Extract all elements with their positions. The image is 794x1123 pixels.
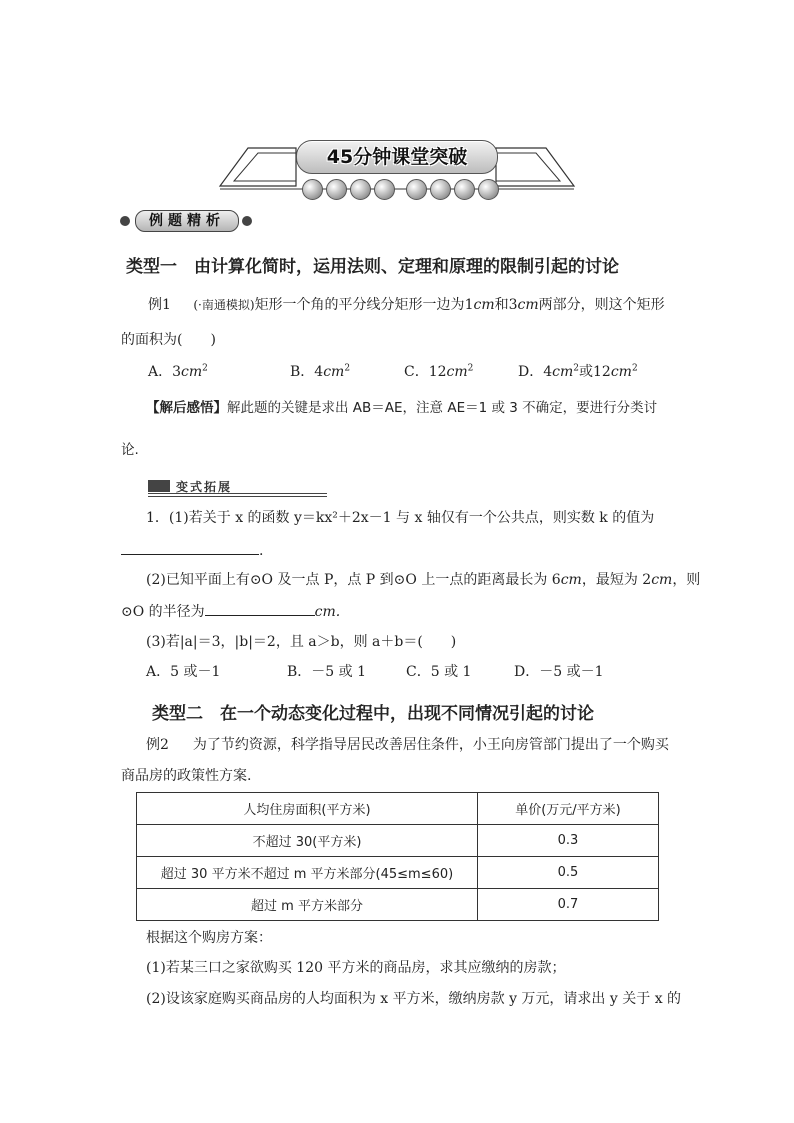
example1-text-a: 矩形一个角的平分线分矩形一边为 xyxy=(254,297,465,313)
q1-part1-end: . xyxy=(259,543,264,559)
variant-bar-block xyxy=(148,480,170,492)
q1-part2-text-b: ，最短为 2 xyxy=(581,572,652,588)
q1-option-d: D．－5 或－1 xyxy=(514,664,604,680)
example1-option-d xyxy=(518,362,638,382)
insight-label: 【解后感悟】 xyxy=(146,400,227,416)
price-table xyxy=(136,792,659,921)
example1-source: (·南通模拟) xyxy=(193,298,255,312)
option-value: 4 xyxy=(314,364,324,380)
type2-heading: 类型二 在一个动态变化过程中，出现不同情况引起的讨论 xyxy=(152,704,594,724)
tag-dot-right xyxy=(242,216,252,226)
q1-part3: (3)若|a|＝3，|b|＝2，且 a＞b，则 a＋b＝( ) xyxy=(146,634,457,650)
bead xyxy=(302,179,323,200)
option-extra: 或12 xyxy=(579,364,611,380)
option-letter: C． xyxy=(404,364,429,380)
example1-v2: 3 xyxy=(508,297,518,313)
table-cell: 0.3 xyxy=(478,825,659,857)
table-row xyxy=(137,857,659,889)
q1-part2-unit: cm xyxy=(560,572,582,588)
q1-part1-line2 xyxy=(121,540,263,561)
q1-option-a: A．5 或－1 xyxy=(146,664,221,680)
example2-label: 例2 xyxy=(146,737,169,753)
option-unit: cm xyxy=(446,364,468,380)
q1-part2-line1 xyxy=(146,570,700,590)
option-letter: B． xyxy=(290,364,315,380)
after-table-q1: (1)若某三口之家欲购买 120 平方米的商品房，求其应缴纳的房款； xyxy=(146,960,566,976)
option-exp: 2 xyxy=(202,363,208,374)
option-unit: cm xyxy=(323,364,345,380)
answer-blank[interactable] xyxy=(121,540,259,555)
tag-dot-left xyxy=(120,216,130,226)
table-header-row xyxy=(137,793,659,825)
variant-bar xyxy=(148,479,327,495)
example1-option-b xyxy=(290,362,350,382)
table-header: 人均住房面积(平方米) xyxy=(137,793,478,825)
option-exp: 2 xyxy=(467,363,474,374)
example1-mid: 和 xyxy=(494,297,509,313)
option-value: 3 xyxy=(172,364,182,380)
q1-option-c: C．5 或 1 xyxy=(406,664,472,680)
variant-bar-line xyxy=(148,496,327,497)
bead xyxy=(430,179,451,200)
example1-unit2: cm xyxy=(517,297,539,313)
option-exp: 2 xyxy=(631,363,638,374)
table-cell: 超过 m 平方米部分 xyxy=(137,889,478,921)
q1-option-b: B．－5 或 1 xyxy=(287,664,367,680)
example2-line2: 商品房的政策性方案. xyxy=(121,768,252,784)
banner-frame xyxy=(0,0,794,240)
option-letter: A． xyxy=(148,364,173,380)
after-table-intro: 根据这个购房方案： xyxy=(146,930,272,946)
option-exp: 2 xyxy=(344,363,351,374)
variant-label: 变式拓展 xyxy=(176,480,233,494)
example1-label: 例1 xyxy=(148,297,171,313)
option-unit: cm xyxy=(181,364,203,380)
table-row xyxy=(137,825,659,857)
section-tag-label: 例题精析 xyxy=(135,210,239,232)
example1-unit1: cm xyxy=(473,297,495,313)
bead xyxy=(374,179,395,200)
bead xyxy=(478,179,499,200)
option-value: 4 xyxy=(543,364,553,380)
example2-text: 为了节约资源，科学指导居民改善居住条件，小王向房管部门提出了一个购买 xyxy=(192,737,669,753)
q1-part2-unit: cm xyxy=(651,572,673,588)
bead xyxy=(326,179,347,200)
q1-part2-line2 xyxy=(121,601,340,622)
section-tag xyxy=(118,210,254,232)
after-table-q2: (2)设该家庭购买商品房的人均面积为 x 平方米，缴纳房款 y 万元，请求出 y 关于 x 的 xyxy=(146,991,682,1007)
banner-title: 45分钟课堂突破 xyxy=(296,140,498,174)
insight-line2: 论. xyxy=(121,442,139,458)
q1-part1-line1: 1．(1)若关于 x 的函数 y＝kx²＋2x－1 与 x 轴仅有一个公共点，则实数 k 的值为 xyxy=(146,510,655,526)
table-cell: 0.7 xyxy=(478,889,659,921)
q1-part2-line2-text: ⊙O 的半径为 xyxy=(121,604,205,620)
example1-option-c xyxy=(404,362,473,382)
example1-v1: 1 xyxy=(464,297,474,313)
q1-part2-text-c: ，则 xyxy=(672,572,701,588)
q1-part2-unit-end: cm. xyxy=(314,604,341,620)
table-cell: 不超过 30(平方米) xyxy=(137,825,478,857)
insight-text: 解此题的关键是求出 AB＝AE，注意 AE＝1 或 3 不确定，要进行分类讨 xyxy=(227,400,658,416)
option-unit: cm xyxy=(610,364,632,380)
option-unit: cm xyxy=(552,364,574,380)
example1-line1 xyxy=(148,295,665,315)
bead xyxy=(454,179,475,200)
variant-bar-line xyxy=(148,493,327,494)
example1-text-b: 两部分，则这个矩形 xyxy=(538,297,665,313)
bead xyxy=(350,179,371,200)
q1-part2-text-a: (2)已知平面上有⊙O 及一点 P，点 P 到⊙O 上一点的距离最长为 6 xyxy=(146,572,561,588)
example2-line1 xyxy=(146,735,669,755)
table-cell: 超过 30 平方米不超过 m 平方米部分(45≤m≤60) xyxy=(137,857,478,889)
option-letter: D． xyxy=(518,364,544,380)
table-header: 单价(万元/平方米) xyxy=(478,793,659,825)
option-exp: 2 xyxy=(573,363,580,374)
answer-blank[interactable] xyxy=(205,601,315,616)
bead xyxy=(406,179,427,200)
table-cell: 0.5 xyxy=(478,857,659,889)
example1-option-a xyxy=(148,362,208,382)
example1-line2: 的面积为( ) xyxy=(121,332,216,348)
type1-heading: 类型一 由计算化简时，运用法则、定理和原理的限制引起的讨论 xyxy=(126,257,619,277)
option-value: 12 xyxy=(428,364,447,380)
table-row xyxy=(137,889,659,921)
insight-line1 xyxy=(146,398,657,418)
